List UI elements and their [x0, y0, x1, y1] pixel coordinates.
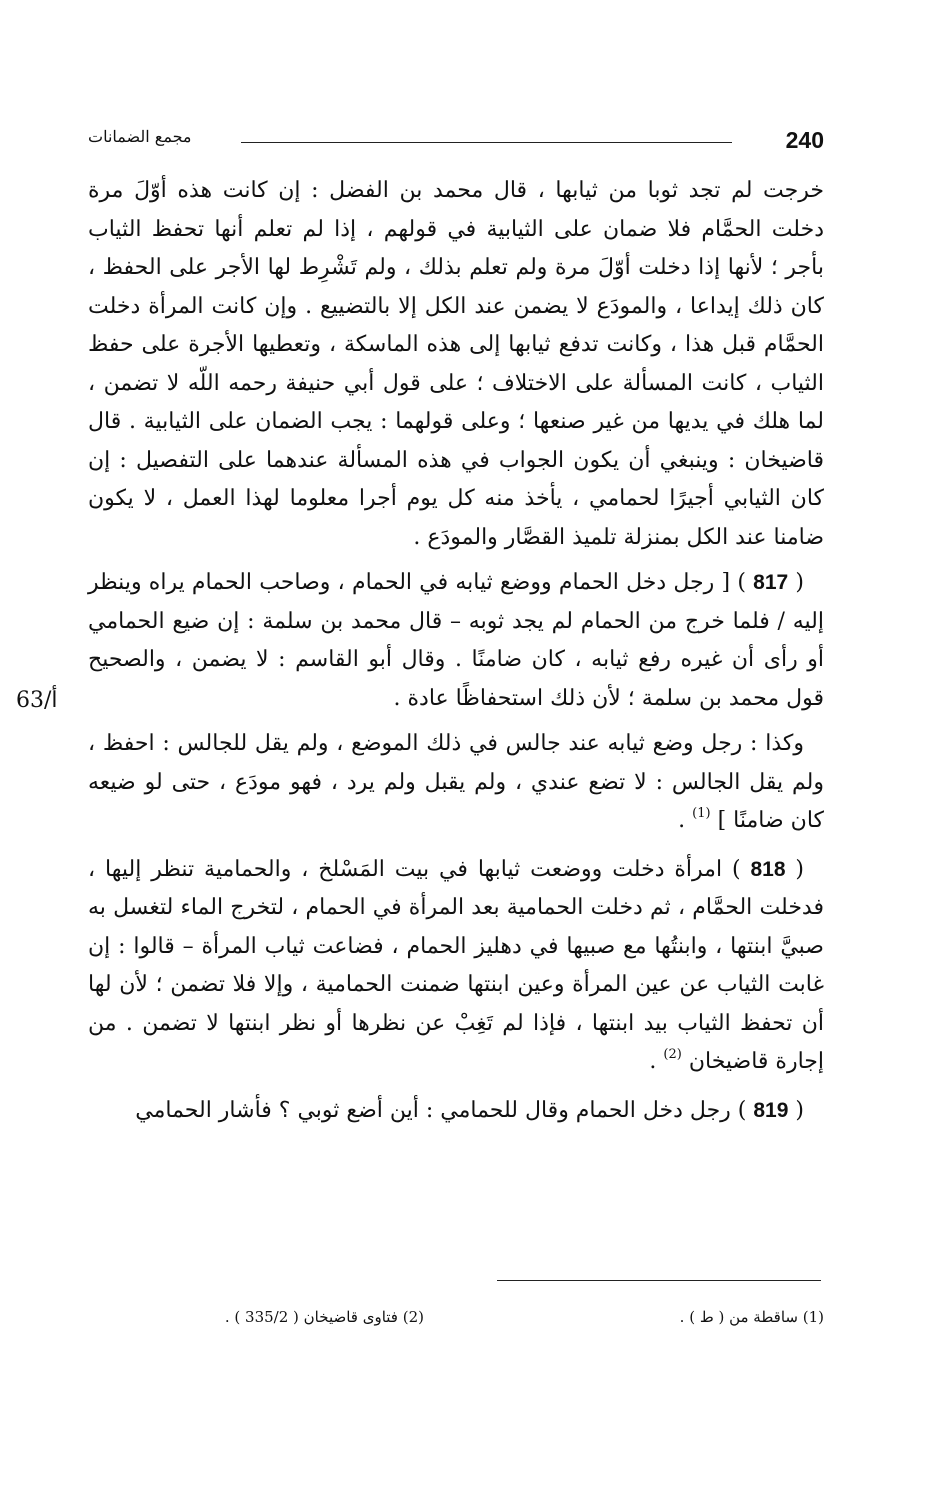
paragraph-819: ( 819 ) رجل دخل الحمام وقال للحمامي : أين أضع ثوبي ؟ فأشار الحمامي	[135, 1097, 804, 1123]
footnote-1: (1) ساقطة من ( ط ) .	[679, 1308, 824, 1326]
paragraph-text: وكذا : رجل وضع ثيابه عند جالس في ذلك الموضع ، ولم يقل للجالس : احفظ ، ولم يقل الجالس : لا تضع عندي ، ولم يقبل ولم يرد ، فهو مودَع ، حتى لو ضيعه كان ضامنًا ]	[88, 731, 824, 833]
footnote-reference[interactable]: (1)	[692, 806, 711, 821]
paragraph-number: 818	[750, 857, 786, 881]
footnote-reference[interactable]: (2)	[663, 1047, 682, 1062]
paragraph-text: [ رجل دخل الحمام ووضع ثيابه في الحمام ، وصاحب الحمام يراه وينظر إليه / فلما خرج من الحمام لم يجد ثوبه – قال محمد بن سلمة : إن ضيع الحمامي أو رأى أن غيره رفع ثيابه ، كان ضامنًا . وقال أبو القاسم : لا يضمن ، والصحيح قول محمد بن سلمة ؛ لأن ذلك استحفاظًا عادة .	[88, 570, 824, 711]
paragraph-number: 817	[753, 571, 789, 594]
paragraph-text: رجل دخل الحمام وقال للحمامي : أين أضع ثوبي ؟ فأشار الحمامي	[135, 1097, 731, 1123]
footnote-2: (2) فتاوى قاضيخان ( 335/2 ) .	[224, 1308, 424, 1326]
paragraph-text: امرأة دخلت ووضعت ثيابها في بيت المَسْلخ ، والحمامية تنظر إليها ، فدخلت الحمَّام ، ثم دخلت الحمامية بعد المرأة في الحمام ، لتخرج الماء لتغسل به صبيَّ ابنتها ، وابنتُها مع صبيها في دهليز الحمام ، فضاعت ثياب المرأة – قالوا : إن غابت الثياب عن عين المرأة وعين ابنتها ضمنت الحمامية ، وإلا فلا تضمن ؛ لأن لها أن تحفظ الثياب بيد ابنتها ، فإذا لم تَغِبْ عن نظرها أو نظر ابنتها لا تضمن . من إجارة قاضيخان	[88, 856, 824, 1074]
body-text	[88, 172, 824, 1137]
paragraph-text-end: .	[649, 1049, 657, 1074]
header-rule	[241, 142, 732, 143]
paragraph-817: ( 817 ) [ رجل دخل الحمام ووضع ثيابه في الحمام ، وصاحب الحمام يراه وينظر إليه / فلما خرج من الحمام لم يجد ثوبه – قال محمد بن سلمة : إن ضيع الحمامي أو رأى أن غيره رفع ثيابه ، كان ضامنًا . وقال أبو القاسم : لا يضمن ، والصحيح قول محمد بن سلمة ؛ لأن ذلك استحفاظًا عادة .	[88, 570, 824, 711]
paragraph-818: ( 818 ) امرأة دخلت ووضعت ثيابها في بيت المَسْلخ ، والحمامية تنظر إليها ، فدخلت الحمَّام ، ثم دخلت الحمامية بعد المرأة في الحمام ، لتخرج الماء لتغسل به صبيَّ ابنتها ، وابنتُها مع صبيها في دهليز الحمام ، فضاعت ثياب المرأة – قالوا : إن غابت الثياب عن عين المرأة وعين ابنتها ضمنت الحمامية ، وإلا فلا تضمن ؛ لأن لها أن تحفظ الثياب بيد ابنتها ، فإذا لم تَغِبْ عن نظرها أو نظر ابنتها لا تضمن . من إجارة قاضيخان $^{(2)}$ .	[88, 856, 824, 1074]
paragraph-continued	[88, 172, 824, 557]
margin-folio-note: 63/أ	[16, 688, 58, 713]
paragraph-text: خرجت لم تجد ثوبا من ثيابها ، قال محمد بن الفضل : إن كانت هذه أوّلَ مرة دخلت الحمَّام فلا ضمان على الثيابية في قولهم ، إذا لم تعلم أنها تحفظ الثياب بأجر ؛ لأنها إذا دخلت أوّلَ مرة ولم تعلم بذلك ، ولم تَشْرِط لها الأجر على الحفظ ، كان ذلك إيداعا ، والمودَع لا يضمن عند الكل إلا بالتضييع . وإن كانت المرأة دخلت الحمَّام قبل هذا ، وكانت تدفع ثيابها إلى هذه الماسكة ، وتعطيها الأجرة على حفظ الثياب ، كانت المسألة على الاختلاف ؛ على قول أبي حنيفة رحمه اللّه لا تضمن ، لما هلك في يديها من غير صنعها ؛ وعلى قولهما : يجب الضمان على الثيابية . قال قاضيخان : وينبغي أن يكون الجواب في هذه المسألة عندهما على التفصيل : إن كان الثيابي أجيرًا لحمامي ، يأخذ منه كل يوم أجرا معلوما لهذا العمل ، لا يكون ضامنا عند الكل بمنزلة تلميذ القصَّار والمودَع .	[88, 178, 824, 550]
page-number: 240	[785, 127, 824, 153]
paragraph-number: 819	[753, 1098, 789, 1122]
footnote-rule	[497, 1280, 821, 1281]
page-header	[88, 125, 824, 165]
paragraph-wakadha	[88, 725, 824, 844]
paragraph-text-end: .	[678, 808, 686, 833]
running-title: مجمع الضمانات	[88, 127, 192, 146]
footnotes	[88, 1308, 824, 1338]
